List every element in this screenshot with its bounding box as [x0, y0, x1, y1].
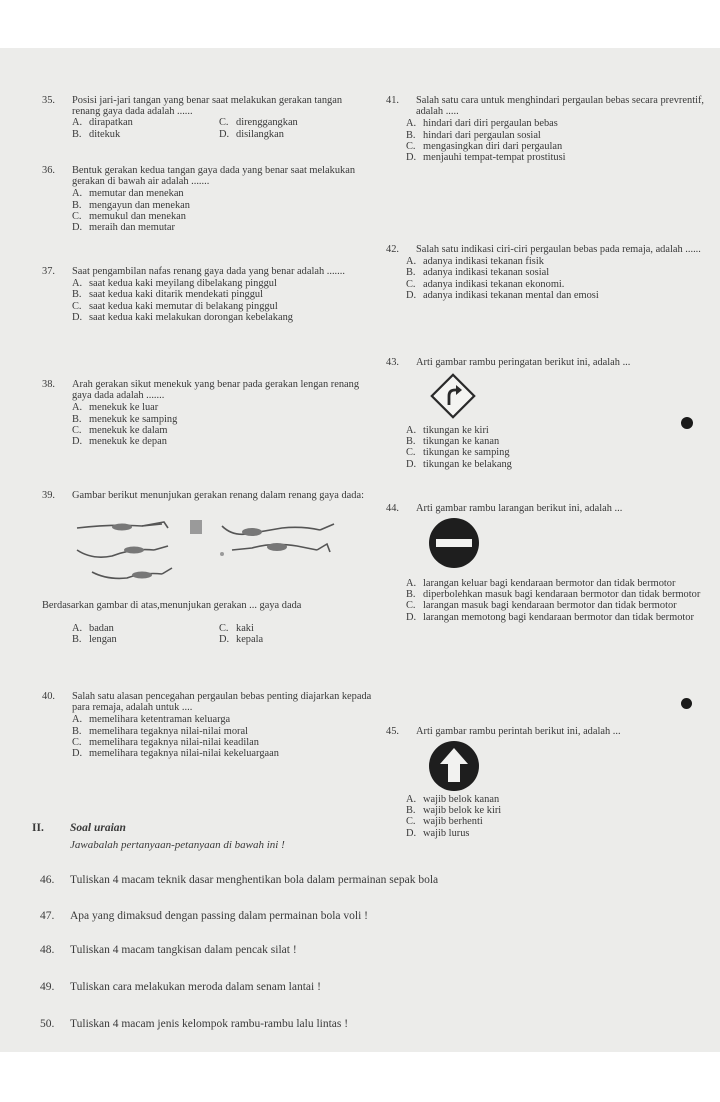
- option-a: A. memelihara ketentraman keluarga: [72, 714, 231, 726]
- question-stem: Arah gerakan sikut menekuk yang benar pada gerakan lengan renang gaya dada adalah .......: [72, 379, 360, 402]
- question-stem: Posisi jari-jari tangan yang benar saat melakukan gerakan tangan renang gaya dada adalah ......: [72, 95, 343, 118]
- question-stem: Bentuk gerakan kedua tangan gaya dada yang benar saat melakukan gerakan di bawah air adalah .......: [72, 165, 356, 188]
- option-a: A. hindari dari diri pergaulan bebas: [406, 118, 558, 130]
- option-b: B. tikungan ke kanan: [406, 436, 500, 448]
- question-36: [42, 165, 372, 233]
- option-b: B. adanya indikasi tekanan sosial: [406, 267, 550, 279]
- question-stem: Arti gambar rambu larangan berikut ini, adalah ...: [416, 503, 623, 514]
- warning-sign-curve-right-icon: [430, 373, 476, 419]
- option-a: A. menekuk ke luar: [72, 402, 159, 414]
- option-b: B. lengan: [72, 634, 117, 646]
- question-38: [42, 379, 372, 447]
- question-42: [386, 244, 708, 301]
- question-number: 41.: [386, 95, 399, 106]
- option-c: C. larangan masuk bagi kendaraan bermotor dan tidak bermotor: [406, 600, 677, 612]
- ink-mark: [681, 417, 693, 429]
- question-number: 40.: [42, 691, 55, 702]
- question-number: 42.: [386, 244, 399, 255]
- essay-question-47: 47. Apa yang dimaksud dengan passing dalam permainan bola voli !: [40, 910, 368, 922]
- option-c: C. saat kedua kaki memutar di belakang pinggul: [72, 300, 278, 312]
- question-number: 35.: [42, 95, 55, 106]
- option-d: D. memelihara tegaknya nilai-nilai kekeluargaan: [72, 748, 279, 760]
- swimming-figure: [72, 520, 372, 590]
- option-d: D. adanya indikasi tekanan mental dan emosi: [406, 289, 599, 301]
- option-b: B. menekuk ke samping: [72, 413, 178, 425]
- essay-question-48: 48. Tuliskan 4 macam tangkisan dalam pencak silat !: [40, 944, 297, 956]
- option-c: C. memukul dan menekan: [72, 210, 186, 222]
- option-a: A. larangan keluar bagi kendaraan bermotor dan tidak bermotor: [406, 578, 676, 589]
- section-heading: II. Soal uraian: [32, 822, 126, 834]
- question-number: 39.: [42, 490, 55, 501]
- option-a: A. badan: [72, 623, 114, 634]
- option-a: A. memutar dan menekan: [72, 188, 184, 200]
- option-b: B. wajib belok ke kiri: [406, 805, 502, 817]
- question-40: [42, 691, 372, 759]
- question-stem: Salah satu alasan pencegahan pergaulan bebas penting diajarkan kepada para remaja, adalah untuk ....: [72, 691, 372, 714]
- exam-page: [0, 48, 720, 1052]
- option-d: D. kepala: [219, 634, 264, 646]
- option-b: B. diperbolehkan masuk bagi kendaraan bermotor dan tidak bermotor: [406, 589, 701, 601]
- mandatory-straight-sign-icon: [428, 740, 480, 792]
- question-stem: Salah satu cara untuk menghindari pergaulan bebas secara prevrentif, adalah .....: [416, 95, 705, 118]
- question-number: 36.: [42, 165, 55, 176]
- option-a: A. dirapatkan: [72, 117, 133, 129]
- option-a: A. saat kedua kaki meyilang dibelakang pinggul: [72, 278, 277, 290]
- option-c: C. wajib berhenti: [406, 816, 483, 828]
- option-d: D. wajib lurus: [406, 827, 470, 839]
- question-45: [386, 726, 708, 839]
- option-d: D. tikungan ke belakang: [406, 458, 512, 470]
- option-c: C. direnggangkan: [219, 117, 298, 129]
- question-number: 37.: [42, 266, 55, 277]
- question-41: [386, 95, 708, 163]
- question-35: [42, 95, 372, 140]
- option-b: B. hindari dari pergaulan sosial: [406, 129, 541, 141]
- option-a: A. wajib belok kanan: [406, 794, 500, 805]
- option-b: B. mengayun dan menekan: [72, 199, 190, 211]
- question-number: 38.: [42, 379, 55, 390]
- option-c: C. mengasingkan diri dari pergaulan: [406, 140, 563, 152]
- option-c: C. memelihara tegaknya nilai-nilai keadilan: [72, 736, 259, 748]
- question-stem: Salah satu indikasi ciri-ciri pergaulan bebas pada remaja, adalah ......: [416, 244, 701, 255]
- option-d: D. menjauhi tempat-tempat prostitusi: [406, 152, 566, 164]
- option-b: B. saat kedua kaki ditarik mendekati pinggul: [72, 289, 263, 301]
- question-37: [42, 266, 372, 323]
- option-c: C. menekuk ke dalam: [72, 424, 168, 436]
- question-39: [42, 490, 372, 646]
- option-d: D. meraih dan memutar: [72, 222, 175, 234]
- option-b: B. ditekuk: [72, 128, 121, 140]
- option-d: D. saat kedua kaki melakukan dorongan kebelakang: [72, 311, 293, 323]
- ink-mark: [681, 698, 692, 709]
- option-c: C. kaki: [219, 623, 254, 634]
- question-44: [386, 503, 708, 623]
- essay-question-50: 50. Tuliskan 4 macam jenis kelompok rambu-rambu lalu lintas !: [40, 1018, 349, 1030]
- option-d: D. menekuk ke depan: [72, 436, 167, 448]
- no-entry-sign-icon: [428, 517, 480, 569]
- option-c: C. tikungan ke samping: [406, 447, 510, 459]
- question-stem-2: Berdasarkan gambar di atas,menunjukan gerakan ... gaya dada: [42, 600, 302, 611]
- option-d: D. larangan memotong bagi kendaraan bermotor dan tidak bermotor: [406, 611, 694, 623]
- question-number: 44.: [386, 503, 399, 514]
- option-b: B. memelihara tegaknya nilai-nilai moral: [72, 725, 248, 737]
- option-a: A. tikungan ke kiri: [406, 425, 489, 436]
- option-a: A. adanya indikasi tekanan fisik: [406, 256, 544, 268]
- question-stem: Arti gambar rambu peringatan berikut ini, adalah ...: [416, 357, 631, 368]
- option-c: C. adanya indikasi tekanan ekonomi.: [406, 278, 565, 290]
- option-d: D. disilangkan: [219, 128, 284, 140]
- essay-question-46: 46. Tuliskan 4 macam teknik dasar menghentikan bola dalam permainan sepak bola: [40, 874, 439, 886]
- essay-question-49: 49. Tuliskan cara melakukan meroda dalam senam lantai !: [40, 981, 321, 993]
- question-number: 45.: [386, 726, 399, 737]
- question-43: [386, 357, 708, 470]
- question-stem: Gambar berikut menunjukan gerakan renang dalam renang gaya dada:: [72, 490, 364, 501]
- section-instruction: Jawabalah pertanyaan-petanyaan di bawah ini !: [70, 839, 285, 851]
- question-number: 43.: [386, 357, 399, 368]
- question-stem: Arti gambar rambu perintah berikut ini, adalah ...: [416, 726, 621, 737]
- question-stem: Saat pengambilan nafas renang gaya dada yang benar adalah .......: [72, 266, 345, 277]
